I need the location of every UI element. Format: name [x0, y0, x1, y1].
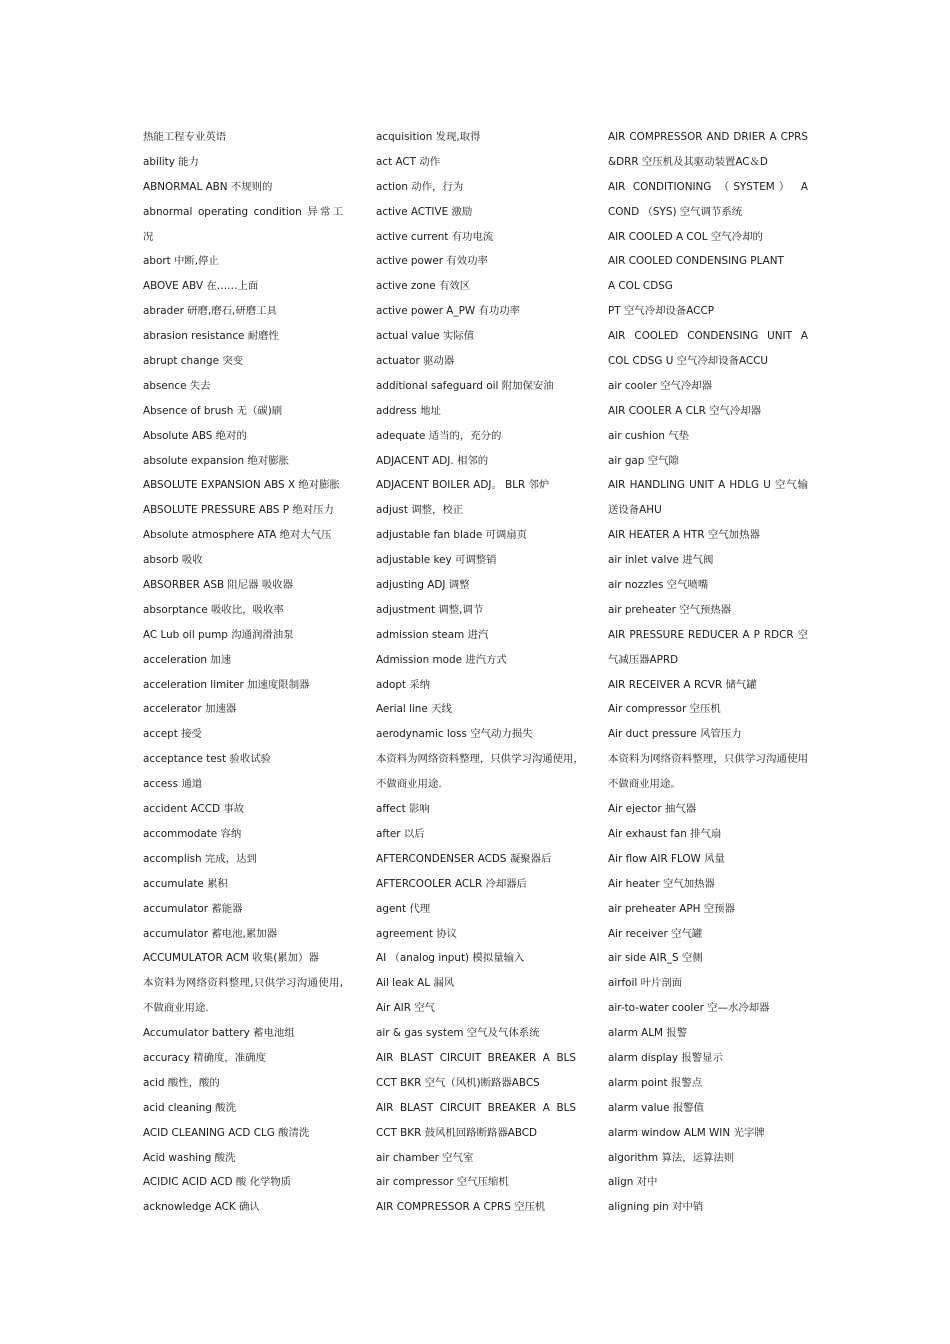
glossary-line: active power A_PW 有功功率 — [376, 305, 521, 318]
glossary-line: absorb 吸收 — [143, 554, 203, 567]
glossary-line: Air AIR 空气 — [376, 1002, 436, 1015]
glossary-line: agreement 协议 — [376, 927, 458, 940]
glossary-line: Aerial line 天线 — [376, 703, 452, 716]
glossary-line: air preheater APH 空预器 — [608, 902, 735, 915]
glossary-line: acceptance test 验收试验 — [143, 753, 272, 766]
glossary-line: air side AIR_S 空侧 — [608, 952, 703, 965]
glossary-line: air cushion 气垫 — [608, 429, 690, 442]
glossary-line: ABNORMAL ABN 不规则的 — [143, 180, 273, 193]
glossary-line: AIR COMPRESSOR A CPRS 空压机 — [376, 1201, 546, 1214]
glossary-line: actual value 实际值 — [376, 330, 475, 343]
glossary-line: air preheater 空气预热器 — [608, 603, 732, 616]
glossary-line: Air exhaust fan 排气扇 — [608, 827, 722, 840]
glossary-line: algorithm 算法，运算法则 — [608, 1151, 735, 1164]
glossary-line: abrupt change 突变 — [143, 355, 244, 368]
glossary-line: AIR RECEIVER A RCVR 储气罐 — [608, 678, 757, 691]
glossary-line: aligning pin 对中销 — [608, 1201, 704, 1214]
glossary-line: Absolute ABS 绝对的 — [143, 429, 247, 442]
glossary-line: Absence of brush 无（碳)刷 — [143, 404, 283, 417]
glossary-line: ABSOLUTE EXPANSION ABS X 绝对膨胀 — [143, 479, 340, 492]
glossary-line: abnormal operating condition 异常工 — [143, 205, 343, 218]
glossary-line: air gap 空气隙 — [608, 454, 679, 467]
glossary-line: air chamber 空气室 — [376, 1151, 474, 1164]
glossary-line: abrasion resistance 耐磨性 — [143, 330, 279, 343]
glossary-line: adjustment 调整,调节 — [376, 603, 484, 616]
glossary-line: 况 — [143, 230, 154, 243]
glossary-line: actuator 驱动器 — [376, 355, 455, 368]
glossary-line: ACID CLEANING ACD CLG 酸清洗 — [143, 1126, 310, 1139]
glossary-line: AIR HEATER A HTR 空气加热器 — [608, 529, 760, 542]
glossary-line: air cooler 空气冷却器 — [608, 379, 713, 392]
glossary-line: acid 酸性，酸的 — [143, 1076, 220, 1089]
glossary-line: acknowledge ACK 确认 — [143, 1201, 260, 1214]
glossary-line: alarm value 报警值 — [608, 1101, 704, 1114]
glossary-line: align 对中 — [608, 1176, 658, 1189]
glossary-line: airfoil 叶片剖面 — [608, 977, 683, 990]
glossary-line: air & gas system 空气及气体系统 — [376, 1027, 540, 1040]
glossary-line: AIR COOLER A CLR 空气冷却器 — [608, 404, 762, 417]
glossary-line: Admission mode 进汽方式 — [376, 653, 507, 666]
glossary-line: COL CDSG U 空气冷却设备ACCU — [608, 355, 769, 368]
glossary-line: air inlet valve 进气阀 — [608, 554, 714, 567]
glossary-line: ABSORBER ASB 阻尼器 吸收器 — [143, 579, 294, 592]
glossary-line: AIR BLAST CIRCUIT BREAKER A BLS — [376, 1051, 576, 1064]
glossary-line: accuracy 精确度，准确度 — [143, 1051, 266, 1064]
glossary-line: 本资料为网络资料整理，只供学习沟通使用， — [376, 753, 584, 766]
glossary-line: agent 代理 — [376, 902, 431, 915]
glossary-line: 不做商业用途。 — [608, 778, 681, 791]
glossary-line: 本资料为网络资料整理，只供学习沟通使用 — [608, 753, 808, 766]
glossary-line: active zone 有效区 — [376, 280, 471, 293]
glossary-line: admission steam 进汽 — [376, 628, 489, 641]
glossary-line: AIR HANDLING UNIT A HDLG U 空气输 — [608, 479, 808, 492]
glossary-line: CCT BKR 鼓风机回路断路器ABCD — [376, 1126, 538, 1139]
glossary-line: accelerator 加速器 — [143, 703, 237, 716]
glossary-line: CCT BKR 空气（风机)断路器ABCS — [376, 1076, 540, 1089]
glossary-line: AIR COOLED A COL 空气冷却的 — [608, 230, 763, 243]
glossary-line: adjusting ADJ 调整 — [376, 579, 470, 592]
glossary-line: adjust 调整，校正 — [376, 504, 464, 517]
glossary-line: Absolute atmosphere ATA 绝对大气压 — [143, 529, 332, 542]
glossary-line: adequate 适当的，充分的 — [376, 429, 502, 442]
glossary-line: AIR COOLED CONDENSING UNIT A — [608, 330, 808, 343]
glossary-line: alarm point 报警点 — [608, 1076, 703, 1089]
glossary-line: air nozzles 空气喷嘴 — [608, 579, 709, 592]
glossary-line: active ACTIVE 激励 — [376, 205, 473, 218]
glossary-line: AIR COOLED CONDENSING PLANT — [608, 255, 784, 268]
glossary-line: 气减压器APRD — [608, 653, 679, 666]
glossary-line: after 以后 — [376, 827, 425, 840]
glossary-line: absence 失去 — [143, 379, 211, 392]
glossary-line: ACCUMULATOR ACM 收集(累加）器 — [143, 952, 319, 965]
glossary-line: acid cleaning 酸洗 — [143, 1101, 236, 1114]
glossary-line: access 通道 — [143, 778, 203, 791]
glossary-line: active current 有功电流 — [376, 230, 494, 243]
glossary-line: aerodynamic loss 空气动力损失 — [376, 728, 533, 741]
glossary-line: action 动作，行为 — [376, 180, 464, 193]
glossary-line: Accumulator battery 蓄电池组 — [143, 1027, 295, 1040]
glossary-line: AIR PRESSURE REDUCER A P RDCR 空 — [608, 628, 808, 641]
glossary-line: AC Lub oil pump 沟通润滑油泵 — [143, 628, 294, 641]
glossary-line: ability 能力 — [143, 155, 199, 168]
glossary-line: acceleration limiter 加速度限制器 — [143, 678, 310, 691]
glossary-line: AFTERCOOLER ACLR 冷却器后 — [376, 877, 528, 890]
glossary-line: Air receiver 空气罐 — [608, 927, 703, 940]
glossary-line: AIR BLAST CIRCUIT BREAKER A BLS — [376, 1101, 576, 1114]
glossary-line: accommodate 容纳 — [143, 827, 242, 840]
glossary-line: accept 接受 — [143, 728, 202, 741]
glossary-line: adjustable fan blade 可调扇页 — [376, 529, 528, 542]
glossary-line: Air ejector 抽气器 — [608, 803, 697, 816]
glossary-line: alarm window ALM WIN 光字牌 — [608, 1126, 765, 1139]
glossary-line: AIR COMPRESSOR AND DRIER A CPRS — [608, 131, 808, 143]
glossary-line: COND （SYS) 空气调节系统 — [608, 205, 743, 218]
glossary-line: accumulator 蓄电池,累加器 — [143, 927, 277, 940]
glossary-line: adopt 采纳 — [376, 678, 431, 691]
glossary-line: alarm display 报警显示 — [608, 1051, 723, 1064]
glossary-line: additional safeguard oil 附加保安油 — [376, 379, 554, 392]
glossary-line: 不做商业用途. — [143, 1002, 209, 1015]
glossary-line: 热能工程专业英语 — [143, 131, 227, 143]
glossary-line: ABSOLUTE PRESSURE ABS P 绝对压力 — [143, 504, 334, 517]
glossary-line: accomplish 完成，达到 — [143, 852, 257, 865]
glossary-line: AI （analog input) 模拟量输入 — [376, 952, 525, 965]
glossary-line: 不做商业用途. — [376, 778, 442, 791]
glossary-line: air-to-water cooler 空—水冷却器 — [608, 1002, 770, 1015]
glossary-column-1 — [143, 125, 343, 1220]
glossary-line: AFTERCONDENSER ACDS 凝聚器后 — [376, 852, 552, 865]
glossary-line: acquisition 发现,取得 — [376, 131, 481, 143]
glossary-line: air compressor 空气压缩机 — [376, 1176, 509, 1189]
glossary-column-3 — [608, 125, 808, 1220]
glossary-line: A COL CDSG — [608, 280, 673, 293]
glossary-line: Air duct pressure 风管压力 — [608, 728, 742, 741]
glossary-line: 本资料为网络资料整理,只供学习沟通使用, — [143, 977, 343, 990]
glossary-line: PT 空气冷却设备ACCP — [608, 305, 714, 318]
glossary-line: Ail leak AL 漏风 — [376, 977, 455, 990]
glossary-line: abort 中断,停止 — [143, 255, 219, 268]
glossary-line: ABOVE ABV 在……上面 — [143, 280, 259, 293]
glossary-line: accumulator 蓄能器 — [143, 902, 243, 915]
glossary-line: Air flow AIR FLOW 风量 — [608, 852, 725, 865]
glossary-line: active power 有效功率 — [376, 255, 488, 268]
glossary-column-2 — [376, 125, 584, 1220]
glossary-line: 送设备AHU — [608, 504, 662, 517]
glossary-line: adjustable key 可调整销 — [376, 554, 497, 567]
glossary-line: acceleration 加速 — [143, 653, 232, 666]
glossary-line: ADJACENT BOILER ADJ。 BLR 邻炉 — [376, 479, 550, 492]
glossary-line: AIR CONDITIONING （SYSTEM） A — [608, 180, 808, 193]
glossary-line: absorptance 吸收比，吸收率 — [143, 603, 284, 616]
glossary-line: alarm ALM 报警 — [608, 1027, 688, 1040]
glossary-line: accumulate 累积 — [143, 877, 228, 890]
glossary-line: affect 影响 — [376, 803, 430, 816]
glossary-line: Acid washing 酸洗 — [143, 1151, 236, 1164]
glossary-line: abrader 研磨,磨石,研磨工具 — [143, 305, 277, 318]
glossary-line: ADJACENT ADJ. 相邻的 — [376, 454, 489, 467]
glossary-line: address 地址 — [376, 404, 441, 417]
glossary-line: Air heater 空气加热器 — [608, 877, 715, 890]
glossary-line: ACIDIC ACID ACD 酸 化学物质 — [143, 1176, 292, 1189]
glossary-line: act ACT 动作 — [376, 155, 441, 168]
glossary-line: &DRR 空压机及其驱动装置AC＆D — [608, 155, 768, 168]
glossary-line: Air compressor 空压机 — [608, 703, 721, 716]
glossary-line: accident ACCD 事故 — [143, 803, 245, 816]
glossary-line: absolute expansion 绝对膨胀 — [143, 454, 289, 467]
